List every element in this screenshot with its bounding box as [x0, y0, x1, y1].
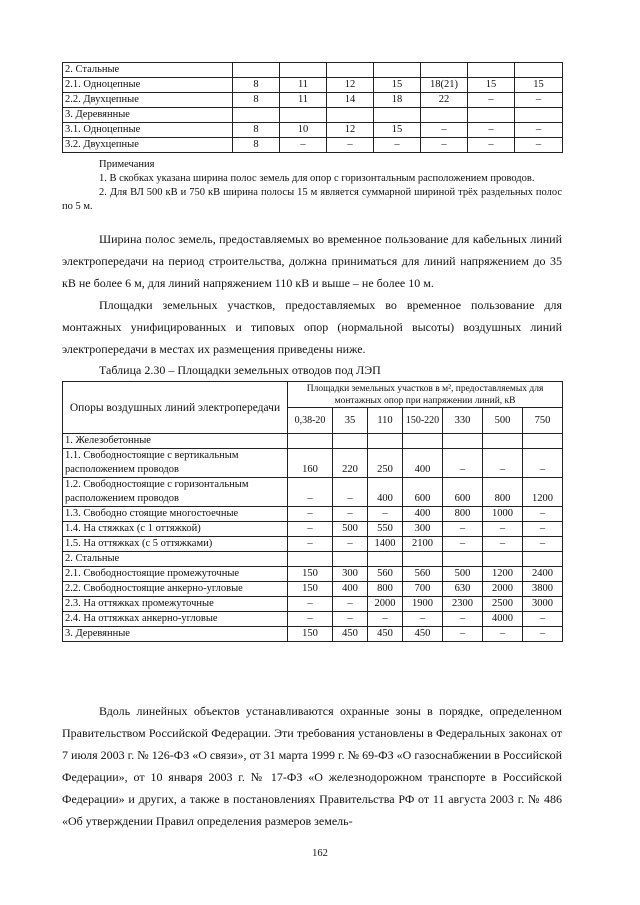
table-cell: –: [288, 507, 333, 522]
table-row: [63, 123, 563, 138]
table-row: [63, 582, 563, 597]
voltage-header: 110: [368, 408, 403, 434]
table-cell: –: [468, 93, 515, 108]
table-cell: 12: [327, 78, 374, 93]
table-cell: 14: [327, 93, 374, 108]
table-row: [63, 449, 563, 478]
table-cell: 600: [403, 478, 443, 507]
table-row: [63, 597, 563, 612]
table-cell: –: [483, 627, 523, 642]
table-cell: –: [443, 627, 483, 642]
table-cell: –: [288, 612, 333, 627]
table-cell: –: [483, 522, 523, 537]
table-row: [63, 522, 563, 537]
table-cell: 250: [368, 449, 403, 478]
paragraph-protection-zones: Вдоль линейных объектов устанавливаются охранные зоны в порядке, определенном Правительством Российской Федерации. Эти требования установлены в Федеральных законах от 7 июля 2003 г. № 126-ФЗ «О связи», от 31 марта 1999 г. № 69-ФЗ «О газоснабжении в Российской Федерации», от 10 января 2003 г. № 17-ФЗ «О железнодорожном транспорте в Российской Федерации» и других, а также в постановлениях Правительства РФ от 11 августа 2003 г. № 486 «Об утверждении Правил определения размеров земель-: [62, 704, 562, 828]
table-cell: –: [523, 522, 563, 537]
table-cell: –: [327, 138, 374, 153]
row-label: 2.3. На оттяжках промежуточные: [63, 597, 288, 612]
table-row: [63, 507, 563, 522]
voltage-header: 35: [333, 408, 368, 434]
table-row: [63, 552, 563, 567]
voltage-header: 0,38-20: [288, 408, 333, 434]
table-cell: 500: [443, 567, 483, 582]
table-cell: 220: [333, 449, 368, 478]
table-cell: –: [288, 537, 333, 552]
table-cell: 15: [468, 78, 515, 93]
table-cell: [327, 63, 374, 78]
table-cell: 300: [333, 567, 368, 582]
table-cell: 560: [403, 567, 443, 582]
table-cell: [468, 63, 515, 78]
table-row: [63, 567, 563, 582]
table-cell: 8: [233, 123, 280, 138]
row-label: 2.2. Свободностоящие анкерно-угловые: [63, 582, 288, 597]
table-cell: [468, 108, 515, 123]
table-cell: –: [523, 449, 563, 478]
table-cell: –: [374, 138, 421, 153]
row-label: 1. Железобетонные: [63, 434, 288, 449]
table-cell: 15: [515, 78, 563, 93]
table-cell: [403, 552, 443, 567]
table-cell: 450: [403, 627, 443, 642]
table-cell: –: [333, 612, 368, 627]
table-cell: 18(21): [421, 78, 468, 93]
table-cell: 2400: [523, 567, 563, 582]
table-caption: Таблица 2.30 – Площадки земельных отводов под ЛЭП: [99, 363, 381, 377]
paragraph-cable-lines: Ширина полос земель, предоставляемых во временное пользование для кабельных линий электропередачи на период строительства, должна приниматься для линий напряжением до 35 кВ не более 6 м, для линий напряжением 110 кВ и выше – не более 10 м.: [62, 232, 562, 290]
table-cell: –: [280, 138, 327, 153]
row-label: 3. Деревянные: [63, 627, 288, 642]
row-label: 1.4. На стяжках (с 1 оттяжкой): [63, 522, 288, 537]
table-row: [63, 612, 563, 627]
table-cell: –: [368, 507, 403, 522]
row-label: 1.1. Свободностоящие с вертикальным расположением проводов: [63, 449, 288, 478]
note-2: 2. Для ВЛ 500 кВ и 750 кВ ширина полосы 15 м является суммарной шириной трёх раздельных полос по 5 м.: [62, 187, 562, 212]
table-cell: [421, 63, 468, 78]
table-cell: 2300: [443, 597, 483, 612]
table-cell: 8: [233, 78, 280, 93]
table-cell: –: [333, 507, 368, 522]
table-cell: [515, 63, 563, 78]
table-cell: –: [443, 612, 483, 627]
table-cell: 2000: [483, 582, 523, 597]
table-row: [63, 108, 563, 123]
table-cell: [368, 434, 403, 449]
table-cell: [483, 434, 523, 449]
table-cell: –: [468, 123, 515, 138]
table-cell: [443, 434, 483, 449]
table-cell: –: [368, 612, 403, 627]
table-cell: 160: [288, 449, 333, 478]
table-cell: [523, 552, 563, 567]
table-cell: 150: [288, 567, 333, 582]
table-cell: –: [468, 138, 515, 153]
strip-width-table: [62, 62, 563, 153]
row-label: 3.2. Двухцепные: [63, 138, 233, 153]
voltage-header: 750: [523, 408, 563, 434]
table-cell: [483, 552, 523, 567]
table-cell: [333, 434, 368, 449]
table-cell: –: [288, 597, 333, 612]
table-cell: 15: [374, 123, 421, 138]
row-label: 2.1. Одноцепные: [63, 78, 233, 93]
row-label: 1.5. На оттяжках (с 5 оттяжками): [63, 537, 288, 552]
table-cell: 1200: [483, 567, 523, 582]
table-cell: 560: [368, 567, 403, 582]
table-cell: 400: [403, 507, 443, 522]
table-cell: [515, 108, 563, 123]
table-cell: 800: [443, 507, 483, 522]
table-cell: [421, 108, 468, 123]
table-cell: [288, 434, 333, 449]
table-cell: [523, 434, 563, 449]
table-cell: –: [515, 138, 563, 153]
notes-block: [62, 158, 562, 214]
table-cell: 1000: [483, 507, 523, 522]
table-cell: 10: [280, 123, 327, 138]
table-row: [63, 434, 563, 449]
strip-width-table-body: [63, 63, 563, 153]
table-cell: [288, 552, 333, 567]
table-cell: 150: [288, 582, 333, 597]
row-label: 2.1. Свободностоящие промежуточные: [63, 567, 288, 582]
table-cell: [280, 108, 327, 123]
paragraph-sites: Площадки земельных участков, предоставляемых во временное пользование для монтажных унифицированных и типовых опор (нормальной высоты) воздушных линий электропередачи в местах их размещения приведены ниже.: [62, 298, 562, 356]
table-2-30: [62, 381, 563, 642]
row-label: 1.3. Свободно стоящие многостоечные: [63, 507, 288, 522]
table-cell: –: [421, 138, 468, 153]
table-cell: [374, 108, 421, 123]
table-cell: –: [523, 612, 563, 627]
table-cell: 150: [288, 627, 333, 642]
table-cell: –: [483, 449, 523, 478]
table-cell: [403, 434, 443, 449]
table-cell: –: [443, 537, 483, 552]
table-cell: –: [333, 537, 368, 552]
table-cell: 450: [333, 627, 368, 642]
table-cell: 8: [233, 138, 280, 153]
voltage-header: 150-220: [403, 408, 443, 434]
table-row: [63, 138, 563, 153]
col-header-supports: Опоры воздушных линий электропередачи: [63, 382, 288, 434]
table-cell: [327, 108, 374, 123]
table-cell: –: [483, 537, 523, 552]
table-cell: 800: [483, 478, 523, 507]
table-cell: –: [523, 537, 563, 552]
row-label: 3. Деревянные: [63, 108, 233, 123]
table-cell: 11: [280, 93, 327, 108]
table-row: [63, 93, 563, 108]
table-cell: –: [403, 612, 443, 627]
table-cell: [280, 63, 327, 78]
table-2-30-body: [63, 434, 563, 642]
table-cell: 550: [368, 522, 403, 537]
notes-heading: Примечания: [99, 159, 155, 170]
note-1: 1. В скобках указана ширина полос земель для опор с горизонтальным расположением проводов.: [99, 173, 535, 184]
row-label: 1.2. Свободностоящие с горизонтальным расположением проводов: [63, 478, 288, 507]
table-cell: [233, 108, 280, 123]
table-row: [63, 537, 563, 552]
table-cell: [443, 552, 483, 567]
table-cell: 700: [403, 582, 443, 597]
table-cell: –: [288, 522, 333, 537]
table-cell: 3800: [523, 582, 563, 597]
table-cell: –: [523, 507, 563, 522]
row-label: 2.4. На оттяжках анкерно-угловые: [63, 612, 288, 627]
table-cell: 400: [403, 449, 443, 478]
table-cell: –: [443, 522, 483, 537]
table-cell: 300: [403, 522, 443, 537]
table-cell: –: [515, 123, 563, 138]
table-cell: [333, 552, 368, 567]
table-cell: –: [333, 597, 368, 612]
table-cell: –: [421, 123, 468, 138]
table-row: [63, 627, 563, 642]
table-cell: 22: [421, 93, 468, 108]
table-cell: 400: [368, 478, 403, 507]
row-label: 2. Стальные: [63, 552, 288, 567]
table-cell: [368, 552, 403, 567]
table-cell: [374, 63, 421, 78]
table-cell: 11: [280, 78, 327, 93]
table-cell: 2000: [368, 597, 403, 612]
row-label: 2. Стальные: [63, 63, 233, 78]
table-cell: 3000: [523, 597, 563, 612]
table-cell: 400: [333, 582, 368, 597]
table-cell: 450: [368, 627, 403, 642]
table-cell: 4000: [483, 612, 523, 627]
table-row: [63, 478, 563, 507]
table-cell: 2100: [403, 537, 443, 552]
table-cell: –: [333, 478, 368, 507]
table-cell: 18: [374, 93, 421, 108]
table-cell: 2500: [483, 597, 523, 612]
table-cell: 8: [233, 93, 280, 108]
table-cell: 600: [443, 478, 483, 507]
table-cell: [233, 63, 280, 78]
table-cell: –: [288, 478, 333, 507]
table-cell: 1400: [368, 537, 403, 552]
row-label: 3.1. Одноцепные: [63, 123, 233, 138]
row-label: 2.2. Двухцепные: [63, 93, 233, 108]
table-row: [63, 78, 563, 93]
table-cell: 800: [368, 582, 403, 597]
table-cell: –: [523, 627, 563, 642]
table-cell: 1200: [523, 478, 563, 507]
voltage-header: 500: [483, 408, 523, 434]
table-cell: 1900: [403, 597, 443, 612]
table-cell: –: [443, 449, 483, 478]
table-cell: 15: [374, 78, 421, 93]
table-cell: 12: [327, 123, 374, 138]
table-cell: 630: [443, 582, 483, 597]
voltage-header: 330: [443, 408, 483, 434]
table-cell: –: [515, 93, 563, 108]
table-row: [63, 63, 563, 78]
table-cell: 500: [333, 522, 368, 537]
col-header-area-group: Площадки земельных участков в м², предоставляемых для монтажных опор при напряжении линий, кВ: [288, 382, 563, 408]
page-number: 162: [312, 848, 328, 859]
